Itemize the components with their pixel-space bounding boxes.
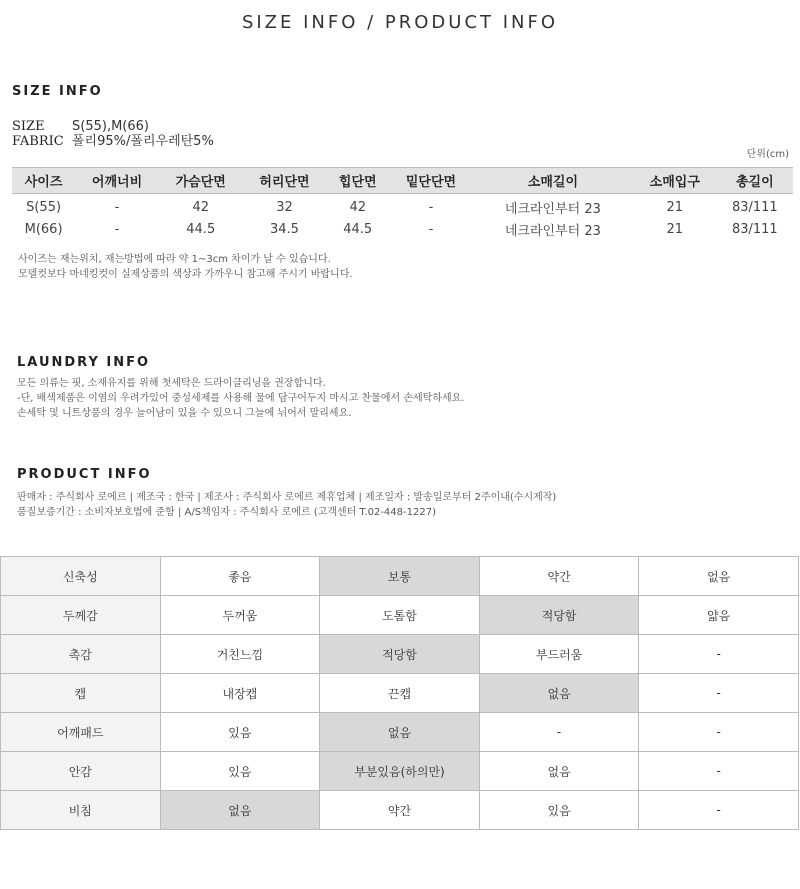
table-cell: 21 <box>666 222 684 237</box>
attribute-row <box>1 713 799 752</box>
attribute-option: - <box>639 674 799 713</box>
attribute-option: 좋음 <box>160 557 320 596</box>
note-line: 손세탁 및 니트상품의 경우 늘어남이 있을 수 있으니 그늘에 뉘어서 말리세요. <box>17 408 352 419</box>
column-header: 소매길이 <box>473 168 633 194</box>
attribute-option-selected: 없음 <box>160 791 320 830</box>
attribute-option: - <box>639 791 799 830</box>
table-cell: 네크라인부터 23 <box>504 201 601 217</box>
product-notes <box>17 490 556 520</box>
column-header: 가슴단면 <box>159 168 243 194</box>
attribute-option: 도톰함 <box>320 596 480 635</box>
attribute-option: 얇음 <box>639 596 799 635</box>
product-info-heading: PRODUCT INFO <box>17 467 152 482</box>
table-cell: 42 <box>349 199 366 215</box>
table-cell: - <box>114 222 120 237</box>
column-header: 허리단면 <box>243 168 327 194</box>
spec-label: FABRIC <box>12 134 64 149</box>
attribute-name: 신축성 <box>1 557 161 596</box>
attribute-row <box>1 635 799 674</box>
attribute-option: 있음 <box>479 791 639 830</box>
attribute-option-selected: 부분있음(하의만) <box>320 752 480 791</box>
spec-list <box>12 119 214 149</box>
attribute-option: 없음 <box>479 752 639 791</box>
table-cell: 83/111 <box>731 199 778 215</box>
spec-label: SIZE <box>12 119 45 134</box>
attribute-option: 끈캡 <box>320 674 480 713</box>
laundry-notes <box>17 376 464 421</box>
attribute-option: 거친느낌 <box>160 635 320 674</box>
attribute-option-selected: 적당함 <box>479 596 639 635</box>
attribute-option: 있음 <box>160 752 320 791</box>
page-title: SIZE INFO / PRODUCT INFO <box>241 12 559 33</box>
note-line: 모든 의류는 핏, 소재유지를 위해 첫세탁은 드라이클리닝을 권장합니다. <box>17 378 326 389</box>
attribute-option: 내장캡 <box>160 674 320 713</box>
attribute-table <box>0 556 799 830</box>
attribute-name: 캡 <box>1 674 161 713</box>
spec-value: 폴리95%/폴리우레탄5% <box>72 134 214 149</box>
table-cell: 44.5 <box>186 222 216 237</box>
unit-note: 단위(cm) <box>746 149 789 160</box>
attribute-row <box>1 791 799 830</box>
column-header: 총길이 <box>717 168 793 194</box>
spec-value: S(55),M(66) <box>72 119 149 134</box>
attribute-option-selected: 없음 <box>479 674 639 713</box>
note-line: 판매자 : 주식회사 로에르 | 제조국 : 한국 | 제조사 : 주식회사 로에르 제휴업체 | 제조일자 : 발송일로부터 2주이내(수시제작) <box>17 492 557 503</box>
attribute-row <box>1 674 799 713</box>
table-cell: - <box>114 199 120 215</box>
table-cell: - <box>428 199 434 215</box>
spec-row-size <box>12 119 214 134</box>
attribute-name: 두께감 <box>1 596 161 635</box>
table-row <box>12 218 793 242</box>
size-table-header <box>12 168 793 194</box>
attribute-row <box>1 557 799 596</box>
attribute-option: - <box>639 713 799 752</box>
attribute-option-selected: 없음 <box>320 713 480 752</box>
note-line: 품질보증기간 : 소비자보호법에 준함 | A/S책임자 : 주식회사 로에르 (고객센터 T.02-448-1227) <box>17 507 436 518</box>
table-cell: 34.5 <box>269 222 299 237</box>
table-cell: 44.5 <box>343 222 373 237</box>
table-cell: 32 <box>276 199 293 215</box>
attribute-option: - <box>479 713 639 752</box>
column-header: 힙단면 <box>326 168 389 194</box>
table-cell: S(55) <box>26 199 62 215</box>
size-info-heading: SIZE INFO <box>12 84 103 99</box>
note-line: 사이즈는 재는위치, 재는방법에 따라 약 1~3cm 차이가 날 수 있습니다. <box>18 254 331 265</box>
attribute-name: 안감 <box>1 752 161 791</box>
attribute-row <box>1 596 799 635</box>
table-cell: 21 <box>666 199 684 215</box>
attribute-name: 어깨패드 <box>1 713 161 752</box>
table-cell: 네크라인부터 23 <box>504 224 601 239</box>
attribute-option-selected: 보통 <box>320 557 480 596</box>
note-line: -단, 배색제품은 이염의 우려가있어 중성세제를 사용해 물에 담구어두지 마시고 찬물에서 손세탁하세요. <box>17 393 465 404</box>
attribute-option: 있음 <box>160 713 320 752</box>
attribute-option: 약간 <box>479 557 639 596</box>
attribute-name: 촉감 <box>1 635 161 674</box>
size-table <box>12 167 793 242</box>
note-line: 모델컷보다 마네킹컷이 실제상품의 색상과 가까우니 참고해 주시기 바랍니다. <box>18 269 353 280</box>
table-cell: - <box>428 222 434 237</box>
column-header: 밑단단면 <box>389 168 473 194</box>
attribute-option: 없음 <box>639 557 799 596</box>
spec-row-fabric <box>12 134 214 149</box>
table-cell: 42 <box>192 199 210 215</box>
attribute-option: 부드러움 <box>479 635 639 674</box>
attribute-name: 비침 <box>1 791 161 830</box>
attribute-option: 두꺼움 <box>160 596 320 635</box>
table-cell: 83/111 <box>731 222 778 237</box>
attribute-option-selected: 적당함 <box>320 635 480 674</box>
column-header: 사이즈 <box>12 168 75 194</box>
attribute-option: - <box>639 752 799 791</box>
laundry-info-heading: LAUNDRY INFO <box>17 355 151 370</box>
column-header: 어깨너비 <box>75 168 159 194</box>
table-cell: M(66) <box>24 222 63 237</box>
size-notes <box>18 252 353 282</box>
attribute-option: - <box>639 635 799 674</box>
attribute-row <box>1 752 799 791</box>
column-header: 소매입구 <box>633 168 717 194</box>
table-row <box>12 194 793 218</box>
attribute-option: 약간 <box>320 791 480 830</box>
